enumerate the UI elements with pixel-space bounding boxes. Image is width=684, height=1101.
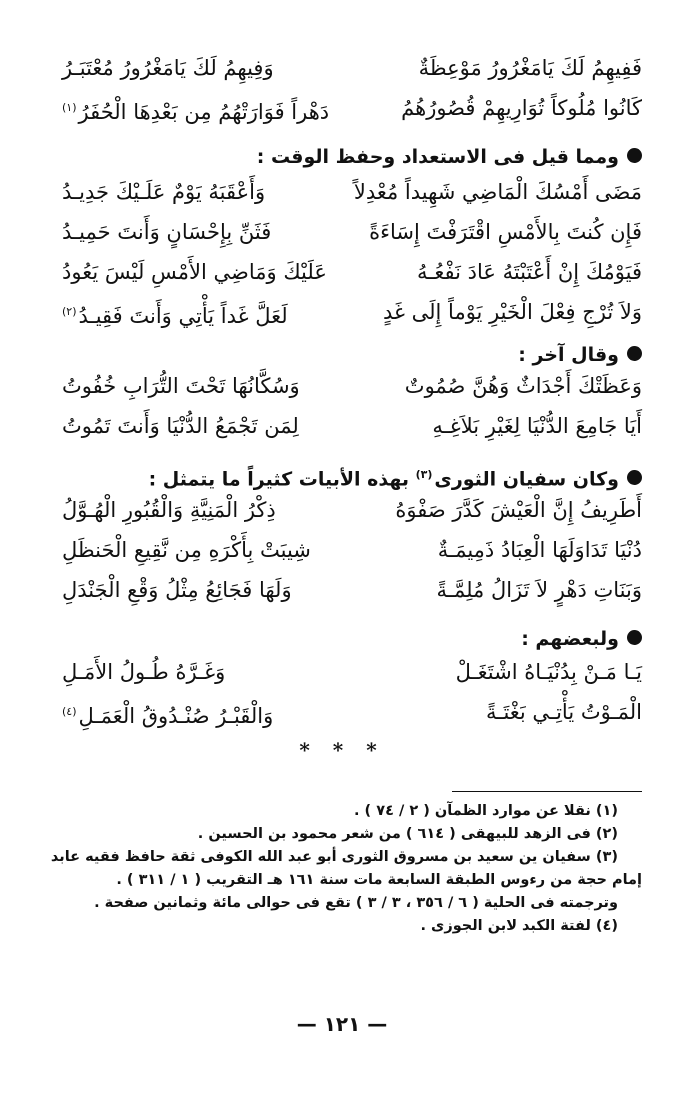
second-hemistich: وَفِيهِمُ لَكَ يَامَغْرُورُ مُعْتَبَـرُ: [62, 56, 274, 80]
section-heading-text-end: بهذه الأبيات كثيراً ما يتمثل :: [148, 468, 410, 491]
footnote-line: (٢) فى الزهد للبيهقى ( ٦١٤ ) من شعر محمود بن الحسين .: [197, 826, 618, 842]
section-heading-text: وقال آخر :: [518, 344, 619, 366]
verse: [62, 692, 642, 732]
verse: [62, 88, 642, 128]
first-hemistich: أَطَرِيفُ إِنَّ الْعَيْشَ كَدَّرَ صَفْوَهُ: [395, 498, 642, 522]
second-hemistich-text: وَالْقَبْـرُ صُنْـدُوقُ الْعَمَـلِ: [78, 704, 274, 728]
poem-5: [62, 652, 642, 732]
second-hemistich: [62, 692, 273, 736]
verse: [62, 490, 642, 530]
section-heading-text: ومما قيل فى الاستعداد وحفظ الوقت :: [256, 146, 619, 168]
bullet-icon: [627, 346, 642, 361]
second-hemistich: لِمَن تَجْمَعُ الدُّنْيَا وَأَنتَ تَمُوتُ: [62, 414, 299, 438]
first-hemistich: يَـا مَـنْ بِدُنْيَـاهُ اشْتَغَـلْ: [455, 660, 642, 684]
verse: [62, 252, 642, 292]
bullet-icon: [627, 148, 642, 163]
section-heading: [257, 140, 642, 174]
second-hemistich-text: لَعَلَّ غَداً يَأْتِي وَأَنتَ فَقِيـدُ: [78, 304, 288, 328]
bullet-icon: [627, 630, 642, 645]
page-number: — ١٢١ —: [296, 1012, 388, 1036]
second-hemistich: شِيبَتْ بِأَكْرَهِ مِن نَّقِيعِ الْحَنظَلِ: [62, 538, 311, 562]
second-hemistich: وَسُكَّانُهَا تَحْتَ التُّرَابِ خُفُوتُ: [62, 374, 300, 398]
first-hemistich: وَبَنَاتِ دَهْرٍ لاَ تَزَالُ مُلِمَّـةً: [436, 578, 642, 602]
verse: [62, 652, 642, 692]
first-hemistich: فَفِيهِمُ لَكَ يَامَغْرُورُ مَوْعِظَةٌ: [418, 56, 642, 80]
second-hemistich: عَلَيْكَ وَمَاضِي الأَمْسِ لَيْسَ يَعُودُ: [62, 260, 327, 284]
footnote-marker: (١): [62, 101, 77, 114]
first-hemistich: فَإِن كُنتَ بِالأَمْسِ اقْتَرَفْتَ إِسَاءَةً: [369, 220, 642, 244]
second-hemistich: وَغَـرَّهُ طُـولُ الأَمَـلِ: [62, 660, 226, 684]
second-hemistich: فَثَنِّ بِإِحْسَانٍ وَأَنتَ حَمِيـدُ: [62, 220, 272, 244]
verse: [62, 570, 642, 610]
section-separator: * * *: [299, 738, 385, 762]
verse: [62, 48, 642, 88]
footnote-line: (١) نقلا عن موارد الظمآن ( ٢ / ٧٤ ) .: [354, 803, 618, 819]
verse: [62, 366, 642, 406]
second-hemistich: [62, 88, 329, 132]
first-hemistich: كَانُوا مُلُوكاً تُوَارِيهِمْ قُصُورُهُمُ: [401, 96, 642, 120]
first-hemistich: أَيَا جَامِعَ الدُّنْيَا لِغَيْرِ بَلاَغِـهِ: [432, 414, 642, 438]
second-hemistich: ذِكْرُ الْمَنِيَّةِ وَالْقُبُورِ الْهُـوَّلُ: [62, 498, 276, 522]
footnote-line: إمام حجة من رءوس الطبقة السابعة مات سنة ١٦١ هـ التقريب ( ١ / ٣١١ ) .: [116, 872, 642, 888]
footnote-line: وترجمته فى الحلية ( ٦ / ٣٥٦ ، ٣ / ٣ ) تقع فى حوالى مائة وثمانين صفحة .: [94, 895, 618, 911]
verse: [62, 172, 642, 212]
bullet-icon: [627, 470, 642, 485]
first-hemistich: فَيَوْمُكَ إِنْ أَعْتَبْتَهُ عَادَ نَفْعُـهُ: [416, 260, 642, 284]
first-hemistich: وَعَظَتْكَ أَجْدَاثٌ وَهُنَّ صُمُوتٌ: [404, 374, 642, 398]
poem-1: [62, 48, 642, 128]
footnote-rule: [452, 791, 642, 792]
first-hemistich: الْمَـوْتُ يَأْتِـي بَغْتَـةً: [486, 700, 642, 724]
verse: [62, 530, 642, 570]
verse: [62, 292, 642, 332]
footnote-line: (٤) لفتة الكبد لابن الجوزى .: [420, 918, 618, 934]
section-heading: [149, 458, 642, 492]
first-hemistich: دُنْيَا تَدَاوَلَهَا الْعِبَادُ ذَمِيمَـةٌ: [437, 538, 642, 562]
poem-2: [62, 172, 642, 332]
first-hemistich: مَضَى أَمْسُكَ الْمَاضِي شَهِيداً مُعْدِلاً: [353, 180, 642, 204]
footnote-line: (٣) سفيان ين سعيد بن مسروق الثورى أبو عبد الله الكوفى ثقة حافظ فقيه عابد: [50, 849, 618, 865]
poem-3: [62, 366, 642, 446]
footnote-marker: (٤): [62, 705, 77, 718]
first-hemistich: وَلاَ تُرْجِ فِعْلَ الْخَيْرِ يَوْماً إِلَى غَدٍ: [382, 300, 642, 324]
verse: [62, 406, 642, 446]
footnotes: [38, 800, 642, 938]
verse: [62, 212, 642, 252]
second-hemistich: وَلَهَا فَجَائِعُ مِثْلُ وَقْعِ الْجَنْدَلِ: [62, 578, 292, 602]
footnote-marker: (٣): [415, 468, 433, 481]
section-heading-text: ولبعضهم :: [521, 628, 619, 650]
second-hemistich: [62, 292, 288, 336]
footnote-marker: (٢): [62, 305, 77, 318]
section-heading-text-start: وكان سفيان الثورى: [434, 468, 619, 491]
second-hemistich: وَأَعْقَبَهُ يَوْمٌ عَلَـيْكَ جَدِيـدُ: [62, 180, 266, 204]
second-hemistich-text: دَهْراً فَوَارَتْهُمُ مِن بَعْدِهَا الْحُفَرُ: [78, 100, 330, 124]
section-heading: [521, 622, 642, 656]
poem-4: [62, 490, 642, 610]
